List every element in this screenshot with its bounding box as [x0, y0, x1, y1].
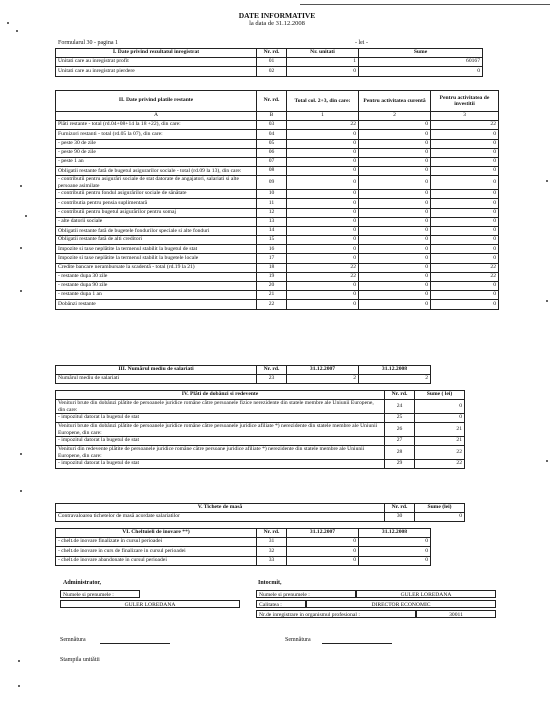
row-description: Venituri din redevente plătite de persoanele juridice române către persoane juridice afiliate *) nerezidente din statele membre ale Uniunii Europene, din care: — [56, 446, 385, 460]
row-value: 0 — [431, 157, 499, 166]
prepared-by-title: Intocmit, — [258, 580, 282, 586]
row-number: 16 — [257, 245, 287, 254]
row-number: 25 — [385, 414, 415, 423]
row-description: Plăti restante - total (rd.04+08+14 la 18 +22), din care: — [56, 121, 257, 130]
s2-col-3: 3 — [431, 112, 499, 121]
row-description: - restante dupa 90 zile — [56, 282, 257, 291]
row-value: 0 — [287, 176, 359, 190]
row-number: 02 — [257, 67, 287, 76]
table-row — [56, 547, 431, 556]
row-value: 22 — [287, 121, 359, 130]
row-value: 0 — [359, 556, 431, 565]
row-number: 07 — [257, 157, 287, 166]
row-description: - peste 90 de zile — [56, 148, 257, 157]
row-number: 23 — [257, 375, 287, 384]
row-value: 0 — [359, 547, 431, 556]
row-value: 0 — [359, 236, 431, 245]
s6-header-description: VI. Cheltuieli de inovare **) — [56, 529, 257, 538]
table-row — [56, 423, 465, 437]
row-value: 60167 — [359, 58, 483, 67]
table-row — [56, 236, 499, 245]
row-value: 0 — [359, 139, 431, 148]
administrator-title: Administrator, — [63, 580, 101, 586]
row-value: 0 — [287, 538, 359, 547]
row-value: 0 — [287, 139, 359, 148]
row-value: 0 — [431, 217, 499, 226]
table-row — [56, 437, 465, 446]
row-value: 0 — [359, 157, 431, 166]
table-row — [56, 199, 499, 208]
row-value: 0 — [359, 254, 431, 263]
row-value: 0 — [359, 263, 431, 272]
row-value: 0 — [287, 547, 359, 556]
table-row — [56, 263, 499, 272]
row-value: 0 — [359, 291, 431, 300]
row-description: - contributia pentru pensia suplimentară — [56, 199, 257, 208]
registration-label: Nr.de inregistrare in organismul profesional : — [256, 610, 416, 618]
s4-header-row-no: Nr. rd. — [385, 391, 415, 400]
row-value: 0 — [287, 254, 359, 263]
admin-name-label: Numele si prenumele : — [60, 590, 140, 598]
s2-header-total: Total col. 2+3, din care: — [287, 91, 359, 112]
s1-header-row-no: Nr. rd. — [257, 49, 287, 58]
row-number: 21 — [257, 291, 287, 300]
scan-dot — [20, 490, 22, 492]
row-description: Dobânzi restante — [56, 300, 257, 309]
row-number: 31 — [257, 538, 287, 547]
table-row — [56, 148, 499, 157]
row-number: 29 — [385, 460, 415, 469]
scan-dot — [546, 180, 548, 182]
document-title: DATE INFORMATIVE — [238, 11, 316, 20]
row-description: - chelt.de inovare abandonate in cursul perioadei — [56, 556, 257, 565]
row-value: 2 — [287, 375, 359, 384]
row-number: 32 — [257, 547, 287, 556]
row-value: 0 — [415, 414, 465, 423]
scan-dot — [20, 247, 22, 249]
table-row — [56, 58, 483, 67]
s5-body — [56, 513, 465, 522]
row-value: 0 — [415, 400, 465, 414]
section-3-table — [55, 365, 431, 384]
table-row — [56, 167, 499, 176]
table-row — [56, 208, 499, 217]
row-value: 0 — [431, 148, 499, 157]
table-row — [56, 556, 431, 565]
quality-label: Calitatea : — [256, 600, 306, 608]
scan-dot — [18, 660, 20, 662]
row-value: 0 — [431, 300, 499, 309]
scan-dot — [20, 453, 22, 455]
row-value: 0 — [431, 208, 499, 217]
row-description: - peste 30 de zile — [56, 139, 257, 148]
row-value: 0 — [287, 282, 359, 291]
s6-header-2008: 31.12.2008 — [359, 529, 431, 538]
row-number: 28 — [385, 446, 415, 460]
s5-header-sums: Sume (lei) — [415, 504, 465, 513]
row-number: 20 — [257, 282, 287, 291]
row-value: 22 — [287, 272, 359, 281]
row-value: 0 — [359, 130, 431, 139]
row-number: 03 — [257, 121, 287, 130]
row-value: 0 — [359, 226, 431, 235]
row-value: 0 — [431, 245, 499, 254]
row-value: 0 — [415, 513, 465, 522]
row-value: 0 — [359, 538, 431, 547]
row-value: 0 — [287, 556, 359, 565]
row-value: 0 — [287, 291, 359, 300]
row-description: - contributii pentru asigurări sociale de stat datorate de angajatori, salariati si alte persoane asimilate — [56, 176, 257, 190]
s2-body — [56, 121, 499, 309]
row-number: 04 — [257, 130, 287, 139]
row-value: 21 — [415, 423, 465, 437]
row-value: 1 — [287, 58, 359, 67]
signature-left-label: Semnătura — [60, 637, 86, 643]
s3-header-2008: 31.12.2008 — [359, 366, 431, 375]
row-value: 0 — [431, 254, 499, 263]
table-row — [56, 414, 465, 423]
row-value: 22 — [415, 460, 465, 469]
row-value: 0 — [359, 282, 431, 291]
row-number: 26 — [385, 423, 415, 437]
table-row — [56, 245, 499, 254]
s6-body — [56, 538, 431, 566]
table-row — [56, 282, 499, 291]
row-description: - impozitul datorat la bugetul de stat — [56, 460, 385, 469]
row-number: 19 — [257, 272, 287, 281]
row-description: Contravaloarea tichetelor de masă acordate salariatilor — [56, 513, 385, 522]
scan-dot — [25, 215, 27, 217]
table-row — [56, 513, 465, 522]
document-date: la data de 31.12.2008 — [249, 20, 305, 27]
row-description: Obligatii restante fată de bugetele fondurilor speciale si alte fonduri — [56, 226, 257, 235]
row-value: 0 — [359, 272, 431, 281]
table-row — [56, 400, 465, 414]
row-value: 0 — [431, 226, 499, 235]
s6-header-2007: 31.12.2007 — [287, 529, 359, 538]
s2-header-current: Pentru activitatea curentă — [359, 91, 431, 112]
row-value: 22 — [431, 121, 499, 130]
row-description: Furnizori restanti - total (rd.05 la 07), din care: — [56, 130, 257, 139]
row-description: - contributii pentru fondul asigurărilor sociale de sănătate — [56, 190, 257, 199]
s2-letter-b: B — [257, 112, 287, 121]
prep-name-label: Numele si prenumele : — [256, 590, 356, 598]
admin-name-field: GULER LOREDANA — [60, 600, 240, 608]
table-row — [56, 139, 499, 148]
row-description: - peste 1 an — [56, 157, 257, 166]
row-value: 0 — [287, 157, 359, 166]
table-row — [56, 190, 499, 199]
row-value: 0 — [287, 190, 359, 199]
row-value: 0 — [359, 121, 431, 130]
scan-border-line — [300, 4, 550, 5]
row-value: 0 — [287, 167, 359, 176]
row-number: 14 — [257, 226, 287, 235]
row-value: 0 — [359, 176, 431, 190]
row-value: 0 — [287, 236, 359, 245]
s2-header-description: II. Date privind platile restante — [56, 91, 257, 112]
table-row — [56, 130, 499, 139]
table-row — [56, 300, 499, 309]
row-value: 0 — [359, 208, 431, 217]
s1-header-units: Nr. unitati — [287, 49, 359, 58]
s3-header-2007: 31.12.2007 — [287, 366, 359, 375]
table-row — [56, 460, 465, 469]
row-value: 0 — [287, 148, 359, 157]
scan-dot — [20, 290, 22, 292]
row-description: - contributii pentru bugetul asigurărilor pentru somaj — [56, 208, 257, 217]
row-number: 01 — [257, 58, 287, 67]
row-number: 33 — [257, 556, 287, 565]
prep-name-field: GULER LOREDANA — [356, 590, 496, 598]
row-description: - alte datorii sociale — [56, 217, 257, 226]
row-value: 0 — [359, 300, 431, 309]
s2-header-row-no: Nr. rd. — [257, 91, 287, 112]
row-number: 05 — [257, 139, 287, 148]
quality-field: DIRECTOR ECONOMIC — [306, 600, 496, 608]
row-description: Credite bancare nerambursate la scadentă - total (rd.19 la 21) — [56, 263, 257, 272]
currency-label: - lei - — [355, 40, 368, 46]
signature-right-line — [322, 643, 392, 644]
section-4-table — [55, 390, 465, 469]
table-row — [56, 226, 499, 235]
row-value: 22 — [287, 263, 359, 272]
row-description: Impozite si taxe neplătite la termenul stabilit la bugetul de stat — [56, 245, 257, 254]
row-number: 06 — [257, 148, 287, 157]
row-number: 17 — [257, 254, 287, 263]
row-description: - restante dupa 1 an — [56, 291, 257, 300]
s2-col-1: 1 — [287, 112, 359, 121]
row-number: 22 — [257, 300, 287, 309]
s2-header-investment: Pentru activitatea de investitii — [431, 91, 499, 112]
row-value: 0 — [359, 148, 431, 157]
row-description: Unitati care au inregistrat pierdere — [56, 67, 257, 76]
scan-dot — [18, 685, 20, 687]
table-row — [56, 121, 499, 130]
row-description: Obligatii restante fată de bugetul asigurarilor sociale - total (rd.09 la 13), din care: — [56, 167, 257, 176]
row-value: 22 — [415, 446, 465, 460]
row-description: Venituri brute din dobânzi plătite de persoanele juridice române către persoanele fizice nerezidente din statele membre ale Uniunii Europene, din care: — [56, 400, 385, 414]
row-value: 0 — [359, 167, 431, 176]
table-row — [56, 272, 499, 281]
row-value: 0 — [359, 199, 431, 208]
row-value: 0 — [359, 217, 431, 226]
section-1-table — [55, 48, 483, 77]
s3-header-row-no: Nr. rd. — [257, 366, 287, 375]
s1-header-description: I. Date privind rezultatul inregistrat — [56, 49, 257, 58]
row-description: - restante dupa 30 zile — [56, 272, 257, 281]
s2-letter-a: A — [56, 112, 257, 121]
row-value: 0 — [287, 217, 359, 226]
row-description: - impozitul datorat la bugetul de stat — [56, 437, 385, 446]
row-value: 22 — [431, 263, 499, 272]
stamp-label: Stampila unitătii — [60, 657, 100, 663]
s4-header-description: IV. Plăti de dobânzi si redevente — [56, 391, 385, 400]
row-value: 22 — [431, 272, 499, 281]
s2-col-2: 2 — [359, 112, 431, 121]
row-number: 30 — [385, 513, 415, 522]
row-description: Impozite si taxe neplătite la termenul stabilit la bugetele locale — [56, 254, 257, 263]
row-description: Venituri brute din dobânzi plătite de persoanele juridice române către persoanele juridice afiliate *) nerezidente din statele membre ale Uniunii Europene, din care: — [56, 423, 385, 437]
row-number: 15 — [257, 236, 287, 245]
row-number: 27 — [385, 437, 415, 446]
row-description: Unitati care au inregistrat profit — [56, 58, 257, 67]
row-number: 10 — [257, 190, 287, 199]
row-value: 2 — [359, 375, 431, 384]
table-row — [56, 538, 431, 547]
row-value: 0 — [359, 67, 483, 76]
row-value: 0 — [431, 167, 499, 176]
row-value: 0 — [431, 176, 499, 190]
registration-number: 30011 — [416, 610, 496, 618]
row-description: Numărul mediu de salariati — [56, 375, 257, 384]
row-value: 0 — [287, 300, 359, 309]
row-description: Obligatii restante fată de alti creditori — [56, 236, 257, 245]
row-number: 11 — [257, 199, 287, 208]
row-value: 0 — [287, 130, 359, 139]
table-row — [56, 254, 499, 263]
scan-dot — [546, 460, 548, 462]
s5-header-description: V. Tichete de masă — [56, 504, 385, 513]
form-page-label: Formularul 30 - pagina 1 — [58, 40, 118, 46]
row-value: 0 — [359, 245, 431, 254]
scan-dot — [20, 185, 22, 187]
s5-header-row-no: Nr. rd. — [385, 504, 415, 513]
row-value: 0 — [431, 139, 499, 148]
row-value: 0 — [359, 190, 431, 199]
section-2-table — [55, 90, 499, 310]
section-5-table — [55, 503, 465, 522]
scan-dot — [16, 30, 18, 32]
row-number: 08 — [257, 167, 287, 176]
table-row — [56, 67, 483, 76]
s1-body — [56, 58, 483, 76]
row-value: 0 — [431, 199, 499, 208]
row-value: 21 — [415, 437, 465, 446]
row-number: 24 — [385, 400, 415, 414]
row-value: 0 — [287, 245, 359, 254]
s6-header-row-no: Nr. rd. — [257, 529, 287, 538]
row-number: 18 — [257, 263, 287, 272]
row-value: 0 — [431, 190, 499, 199]
s1-header-sums: Sume — [359, 49, 483, 58]
row-value: 0 — [431, 282, 499, 291]
s3-body — [56, 375, 431, 384]
table-row — [56, 217, 499, 226]
table-row — [56, 375, 431, 384]
row-value: 0 — [431, 130, 499, 139]
row-number: 13 — [257, 217, 287, 226]
table-row — [56, 157, 499, 166]
s4-body — [56, 400, 465, 469]
row-description: - impozitul datorat la bugetul de stat — [56, 414, 385, 423]
row-value: 0 — [287, 226, 359, 235]
row-value: 0 — [431, 291, 499, 300]
row-value: 0 — [287, 67, 359, 76]
row-value: 0 — [431, 236, 499, 245]
table-row — [56, 446, 465, 460]
row-value: 0 — [287, 199, 359, 208]
table-row — [56, 291, 499, 300]
row-description: - chelt.de inovare finalizate in cursul perioadei — [56, 538, 257, 547]
row-description: - chelt.de inovare in curs de finalizare in cursul perioadei — [56, 547, 257, 556]
scan-dot — [546, 300, 548, 302]
s4-header-sums: Sume ( lei) — [415, 391, 465, 400]
signature-left-line — [100, 643, 170, 644]
row-value: 0 — [287, 208, 359, 217]
table-row — [56, 176, 499, 190]
row-number: 12 — [257, 208, 287, 217]
row-number: 09 — [257, 176, 287, 190]
signature-right-label: Semnătura — [285, 637, 311, 643]
s3-header-description: III. Numărul mediu de salariati — [56, 366, 257, 375]
section-6-table — [55, 528, 431, 566]
